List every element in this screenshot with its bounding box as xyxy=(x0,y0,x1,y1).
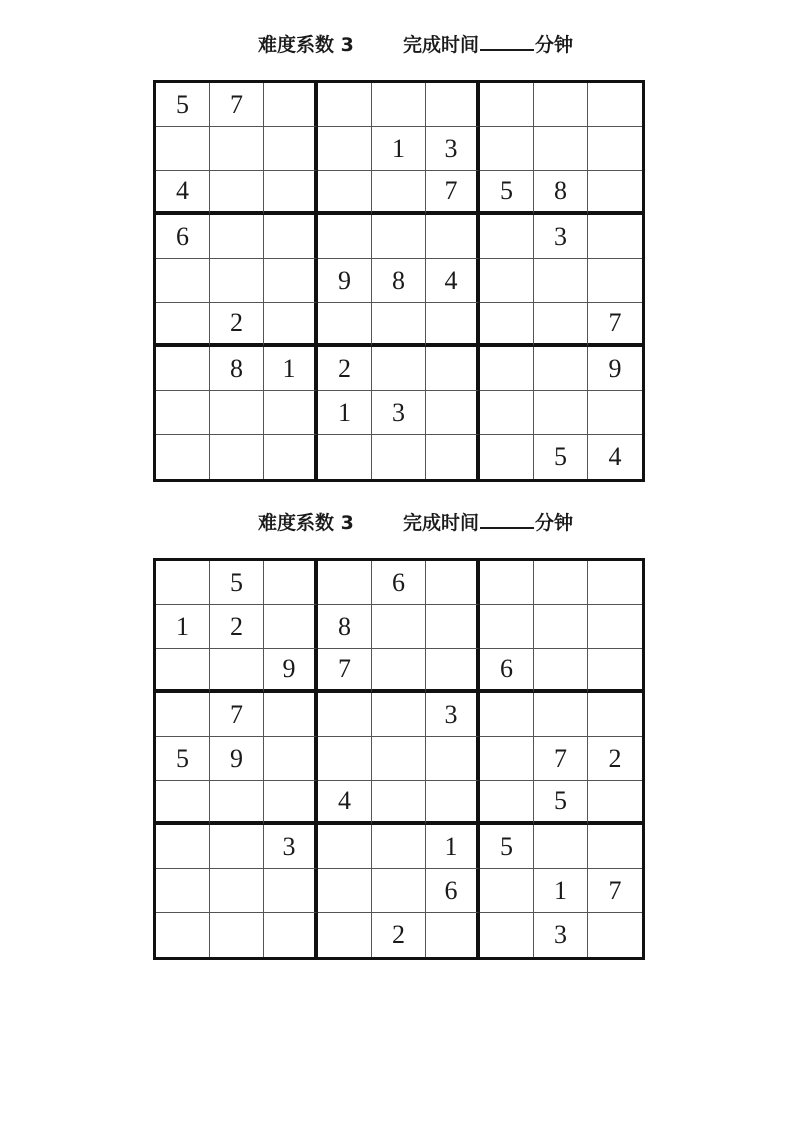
sudoku-cell[interactable] xyxy=(264,781,318,825)
sudoku-cell[interactable] xyxy=(318,913,372,957)
sudoku-cell[interactable] xyxy=(264,215,318,259)
sudoku-cell[interactable] xyxy=(480,869,534,913)
sudoku-cell[interactable] xyxy=(588,781,642,825)
sudoku-cell[interactable]: 7 xyxy=(588,869,642,913)
sudoku-cell[interactable]: 4 xyxy=(426,259,480,303)
sudoku-cell[interactable] xyxy=(264,303,318,347)
sudoku-cell[interactable] xyxy=(534,83,588,127)
sudoku-cell[interactable] xyxy=(426,435,480,479)
sudoku-cell[interactable] xyxy=(318,171,372,215)
sudoku-cell[interactable]: 3 xyxy=(534,913,588,957)
sudoku-cell[interactable] xyxy=(588,83,642,127)
sudoku-cell[interactable] xyxy=(480,259,534,303)
sudoku-cell[interactable] xyxy=(426,605,480,649)
sudoku-cell[interactable]: 6 xyxy=(426,869,480,913)
sudoku-cell[interactable]: 3 xyxy=(426,127,480,171)
sudoku-cell[interactable]: 5 xyxy=(210,561,264,605)
sudoku-cell[interactable]: 1 xyxy=(426,825,480,869)
sudoku-grid-1 xyxy=(153,80,645,482)
sudoku-cell[interactable] xyxy=(588,825,642,869)
sudoku-cell[interactable] xyxy=(210,391,264,435)
sudoku-cell[interactable] xyxy=(426,83,480,127)
sudoku-cell[interactable] xyxy=(156,303,210,347)
puzzle-1-header xyxy=(0,30,800,60)
sudoku-cell[interactable] xyxy=(210,649,264,693)
time-blank-field[interactable] xyxy=(480,30,534,51)
sudoku-cell[interactable] xyxy=(372,83,426,127)
sudoku-cell[interactable]: 8 xyxy=(210,347,264,391)
sudoku-cell[interactable]: 9 xyxy=(318,259,372,303)
sudoku-cell[interactable] xyxy=(318,435,372,479)
sudoku-cell[interactable] xyxy=(372,303,426,347)
sudoku-cell[interactable] xyxy=(318,215,372,259)
sudoku-cell[interactable] xyxy=(426,737,480,781)
sudoku-cell[interactable]: 5 xyxy=(480,825,534,869)
sudoku-cell[interactable]: 3 xyxy=(534,215,588,259)
sudoku-cell[interactable] xyxy=(372,347,426,391)
sudoku-cell[interactable] xyxy=(318,737,372,781)
sudoku-cell[interactable] xyxy=(588,391,642,435)
sudoku-cell[interactable] xyxy=(372,605,426,649)
sudoku-cell[interactable]: 9 xyxy=(588,347,642,391)
sudoku-cell[interactable]: 2 xyxy=(372,913,426,957)
time-label-text: 完成时间 xyxy=(403,34,480,56)
sudoku-cell[interactable] xyxy=(264,127,318,171)
sudoku-cell[interactable] xyxy=(210,913,264,957)
sudoku-cell[interactable] xyxy=(372,781,426,825)
sudoku-cell[interactable]: 5 xyxy=(534,435,588,479)
sudoku-cell[interactable]: 1 xyxy=(156,605,210,649)
sudoku-cell[interactable] xyxy=(156,825,210,869)
sudoku-cell[interactable] xyxy=(318,561,372,605)
sudoku-cell[interactable]: 1 xyxy=(534,869,588,913)
sudoku-cell[interactable]: 4 xyxy=(318,781,372,825)
sudoku-cell[interactable] xyxy=(264,391,318,435)
sudoku-cell[interactable] xyxy=(156,869,210,913)
sudoku-cell[interactable] xyxy=(318,693,372,737)
sudoku-cell[interactable]: 2 xyxy=(210,303,264,347)
sudoku-cell[interactable] xyxy=(480,561,534,605)
sudoku-cell[interactable] xyxy=(318,303,372,347)
sudoku-cell[interactable] xyxy=(318,83,372,127)
sudoku-cell[interactable] xyxy=(372,435,426,479)
sudoku-cell[interactable] xyxy=(588,561,642,605)
sudoku-cell[interactable]: 1 xyxy=(264,347,318,391)
sudoku-cell[interactable] xyxy=(372,171,426,215)
sudoku-cell[interactable]: 5 xyxy=(480,171,534,215)
sudoku-cell[interactable] xyxy=(264,605,318,649)
sudoku-cell[interactable]: 2 xyxy=(210,605,264,649)
sudoku-cell[interactable] xyxy=(480,391,534,435)
sudoku-cell[interactable]: 7 xyxy=(318,649,372,693)
sudoku-cell[interactable] xyxy=(210,259,264,303)
time-unit-text: 分钟 xyxy=(535,34,574,56)
sudoku-cell[interactable] xyxy=(372,693,426,737)
sudoku-cell[interactable]: 7 xyxy=(210,83,264,127)
sudoku-cell[interactable]: 6 xyxy=(372,561,426,605)
sudoku-cell[interactable] xyxy=(156,649,210,693)
sudoku-cell[interactable] xyxy=(156,693,210,737)
sudoku-cell[interactable] xyxy=(480,605,534,649)
sudoku-cell[interactable] xyxy=(318,127,372,171)
sudoku-cell[interactable] xyxy=(210,825,264,869)
time-unit-text: 分钟 xyxy=(535,512,574,534)
difficulty-label: 难度系数 3 xyxy=(258,34,354,56)
sudoku-cell[interactable]: 7 xyxy=(588,303,642,347)
sudoku-cell[interactable]: 7 xyxy=(534,737,588,781)
sudoku-cell[interactable] xyxy=(210,127,264,171)
sudoku-cell[interactable] xyxy=(264,171,318,215)
sudoku-cell[interactable] xyxy=(210,215,264,259)
time-blank-field[interactable] xyxy=(480,508,534,529)
sudoku-cell[interactable]: 5 xyxy=(156,737,210,781)
sudoku-cell[interactable] xyxy=(588,605,642,649)
sudoku-cell[interactable] xyxy=(480,215,534,259)
sudoku-cell[interactable] xyxy=(426,215,480,259)
sudoku-cell[interactable] xyxy=(480,913,534,957)
sudoku-cell[interactable]: 1 xyxy=(318,391,372,435)
sudoku-cell[interactable] xyxy=(588,693,642,737)
sudoku-cell[interactable] xyxy=(480,781,534,825)
sudoku-cell[interactable] xyxy=(210,869,264,913)
sudoku-cell[interactable]: 2 xyxy=(318,347,372,391)
sudoku-cell[interactable]: 3 xyxy=(426,693,480,737)
sudoku-cell[interactable] xyxy=(588,649,642,693)
sudoku-cell[interactable] xyxy=(534,127,588,171)
sudoku-cell[interactable]: 5 xyxy=(534,781,588,825)
difficulty-label: 难度系数 3 xyxy=(258,512,354,534)
sudoku-cell[interactable]: 9 xyxy=(264,649,318,693)
sudoku-cell[interactable] xyxy=(156,259,210,303)
sudoku-cell[interactable] xyxy=(264,435,318,479)
sudoku-cell[interactable] xyxy=(156,561,210,605)
sudoku-cell[interactable] xyxy=(372,215,426,259)
sudoku-cell[interactable] xyxy=(480,737,534,781)
sudoku-cell[interactable] xyxy=(156,391,210,435)
sudoku-cell[interactable] xyxy=(264,913,318,957)
sudoku-cell[interactable] xyxy=(534,693,588,737)
sudoku-cell[interactable] xyxy=(156,781,210,825)
sudoku-cell[interactable] xyxy=(210,171,264,215)
sudoku-cell[interactable] xyxy=(318,825,372,869)
sudoku-cell[interactable]: 5 xyxy=(156,83,210,127)
sudoku-cell[interactable] xyxy=(534,561,588,605)
sudoku-cell[interactable]: 2 xyxy=(588,737,642,781)
sudoku-cell[interactable]: 6 xyxy=(156,215,210,259)
sudoku-cell[interactable]: 1 xyxy=(372,127,426,171)
sudoku-cell[interactable] xyxy=(426,391,480,435)
sudoku-cell[interactable] xyxy=(480,693,534,737)
sudoku-cell[interactable] xyxy=(426,347,480,391)
sudoku-cell[interactable] xyxy=(372,869,426,913)
sudoku-cell[interactable] xyxy=(480,347,534,391)
sudoku-grid-2 xyxy=(153,558,645,960)
sudoku-cell[interactable] xyxy=(426,781,480,825)
sudoku-cell[interactable]: 7 xyxy=(210,693,264,737)
sudoku-cell[interactable]: 9 xyxy=(210,737,264,781)
sudoku-cell[interactable]: 6 xyxy=(480,649,534,693)
sudoku-cell[interactable] xyxy=(480,127,534,171)
sudoku-cell[interactable]: 4 xyxy=(156,171,210,215)
completion-time-label xyxy=(403,508,573,535)
sudoku-cell[interactable]: 4 xyxy=(608,442,622,471)
sudoku-cell[interactable] xyxy=(588,913,642,957)
sudoku-cell[interactable]: 3 xyxy=(372,391,426,435)
puzzle-2-header xyxy=(0,508,800,538)
sudoku-cell[interactable] xyxy=(588,171,642,215)
sudoku-cell[interactable]: 8 xyxy=(534,171,588,215)
sudoku-cell[interactable] xyxy=(480,303,534,347)
time-label-text: 完成时间 xyxy=(403,512,480,534)
sudoku-cell[interactable] xyxy=(264,259,318,303)
sudoku-cell[interactable] xyxy=(588,215,642,259)
sudoku-cell[interactable] xyxy=(156,127,210,171)
sudoku-cell[interactable] xyxy=(264,83,318,127)
sudoku-cell[interactable]: 8 xyxy=(372,259,426,303)
sudoku-cell[interactable] xyxy=(480,435,534,479)
sudoku-cell[interactable] xyxy=(264,737,318,781)
sudoku-cell[interactable] xyxy=(534,649,588,693)
sudoku-cell[interactable] xyxy=(534,259,588,303)
completion-time-label xyxy=(403,30,573,57)
sudoku-cell[interactable]: 3 xyxy=(264,825,318,869)
sudoku-cell[interactable]: 8 xyxy=(318,605,372,649)
sudoku-cell[interactable] xyxy=(534,303,588,347)
sudoku-cell[interactable] xyxy=(210,435,264,479)
sudoku-cell[interactable] xyxy=(426,649,480,693)
sudoku-cell[interactable] xyxy=(156,913,210,957)
sudoku-cell[interactable] xyxy=(156,435,210,479)
sudoku-cell[interactable] xyxy=(534,347,588,391)
sudoku-cell[interactable] xyxy=(264,693,318,737)
sudoku-cell[interactable]: 7 xyxy=(426,171,480,215)
sudoku-cell[interactable] xyxy=(372,737,426,781)
sudoku-cell[interactable] xyxy=(210,781,264,825)
sudoku-cell[interactable] xyxy=(372,825,426,869)
sudoku-cell[interactable] xyxy=(318,869,372,913)
sudoku-cell[interactable] xyxy=(588,259,642,303)
sudoku-cell[interactable] xyxy=(588,127,642,171)
sudoku-cell[interactable] xyxy=(534,825,588,869)
sudoku-cell[interactable] xyxy=(264,561,318,605)
sudoku-cell[interactable] xyxy=(372,649,426,693)
sudoku-cell[interactable] xyxy=(264,869,318,913)
sudoku-cell[interactable] xyxy=(426,913,480,957)
sudoku-cell[interactable] xyxy=(534,391,588,435)
sudoku-cell[interactable] xyxy=(156,347,210,391)
sudoku-cell[interactable] xyxy=(426,561,480,605)
sudoku-cell[interactable] xyxy=(534,605,588,649)
sudoku-cell[interactable] xyxy=(480,83,534,127)
sudoku-cell[interactable] xyxy=(426,303,480,347)
